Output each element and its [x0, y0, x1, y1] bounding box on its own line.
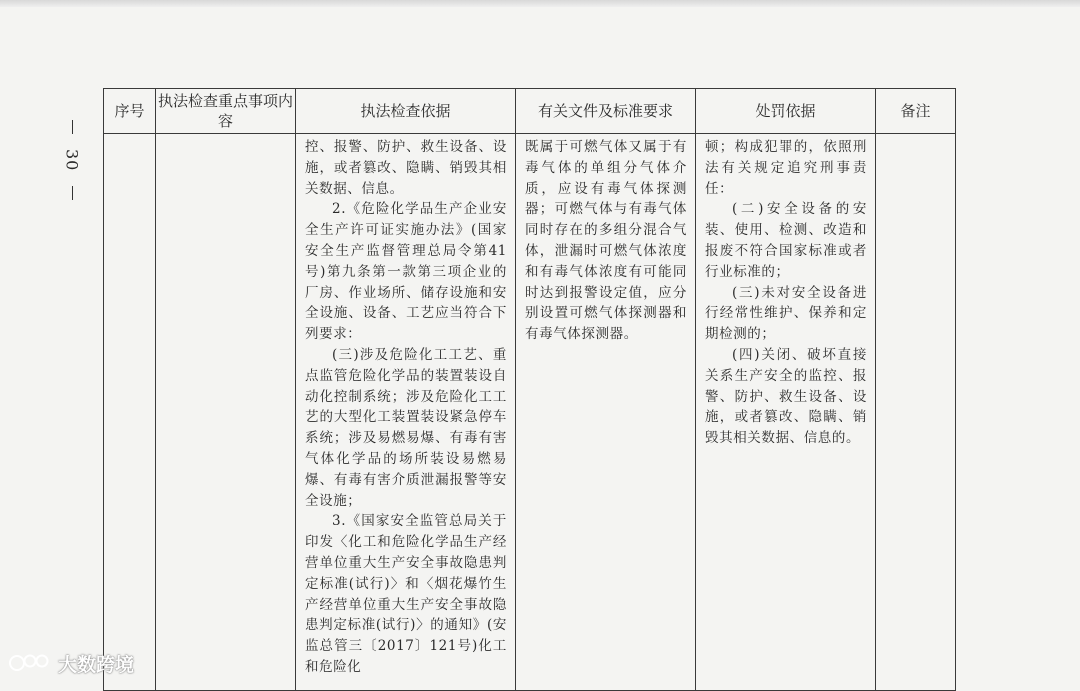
page-number	[62, 120, 82, 200]
header-key-item: 执法检查重点事项内容	[156, 89, 296, 134]
cell-key-item	[156, 134, 296, 691]
standards-text: 既属于可燃气体又属于有毒气体的单组分气体介质，应设有毒气体探测器；可燃气体与有毒气体同时存在的多组分混合气体，泄漏时可燃气体浓度和有毒气体浓度有可能同时达到报警设定值，应分别设置可燃气体探测器和有毒气体探测器。	[525, 139, 687, 343]
enforcement-table	[103, 88, 956, 691]
page-number-dash-bottom	[72, 186, 73, 200]
header-penalty: 处罚依据	[696, 89, 876, 134]
basis-paragraph: 3.《国家安全监管总局关于印发〈化工和危险化学品生产经营单位重大生产安全事故隐患判定标准(试行)〉和〈烟花爆竹生产经营单位重大生产安全事故隐患判定标准(试行)〉的通知》(安监总管三〔2017〕121号)化工和危险化	[305, 513, 507, 675]
basis-paragraph: 控、报警、防护、救生设备、设施，或者篡改、隐瞒、销毁其相关数据、信息。	[305, 139, 507, 197]
penalty-paragraph: (二)安全设备的安装、使用、检测、改造和报废不符合国家标准或者行业标准的；	[705, 201, 867, 280]
page-number-value: 30	[62, 148, 82, 172]
basis-paragraph: 2.《危险化学品生产企业安全生产许可证实施办法》(国家安全生产监督管理总局令第41号)第九条第一款第三项企业的厂房、作业场所、储存设施和安全设施、设备、工艺应当符合下列要求：	[305, 201, 507, 343]
basis-text	[296, 134, 515, 678]
cell-seq	[104, 134, 156, 691]
basis-paragraph: (三)涉及危险化工工艺、重点监管危险化学品的装置装设自动化控制系统；涉及危险化工工艺的大型化工装置装设紧急停车系统；涉及易燃易爆、有毒有害气体化学品的场所装设易燃易爆、有毒有害介质泄漏报警等安全设施；	[305, 346, 507, 509]
cell-penalty	[696, 134, 876, 691]
header-standards: 有关文件及标准要求	[516, 89, 696, 134]
table-row	[104, 134, 956, 691]
page-top-edge	[0, 0, 1080, 7]
watermark-text: 大数跨境	[58, 653, 135, 676]
cell-standards	[516, 134, 696, 691]
table-header-row	[104, 89, 956, 134]
header-seq: 序号	[104, 89, 156, 134]
header-basis: 执法检查依据	[296, 89, 516, 134]
penalty-text	[696, 134, 875, 449]
penalty-paragraph: (四)关闭、破坏直接关系生产安全的监控、报警、防护、救生设备、设施，或者篡改、隐瞒、销毁其相关数据、信息的。	[705, 346, 867, 447]
wechat-logo-icon	[8, 651, 52, 675]
watermark	[8, 648, 134, 678]
cell-basis	[296, 134, 516, 691]
penalty-paragraph: 顿；构成犯罪的，依照刑法有关规定追究刑事责任：	[705, 139, 867, 197]
cell-notes	[876, 134, 956, 691]
header-notes: 备注	[876, 89, 956, 134]
page-number-dash-top	[72, 120, 73, 134]
penalty-paragraph: (三)未对安全设备进行经常性维护、保养和定期检测的；	[705, 284, 867, 343]
